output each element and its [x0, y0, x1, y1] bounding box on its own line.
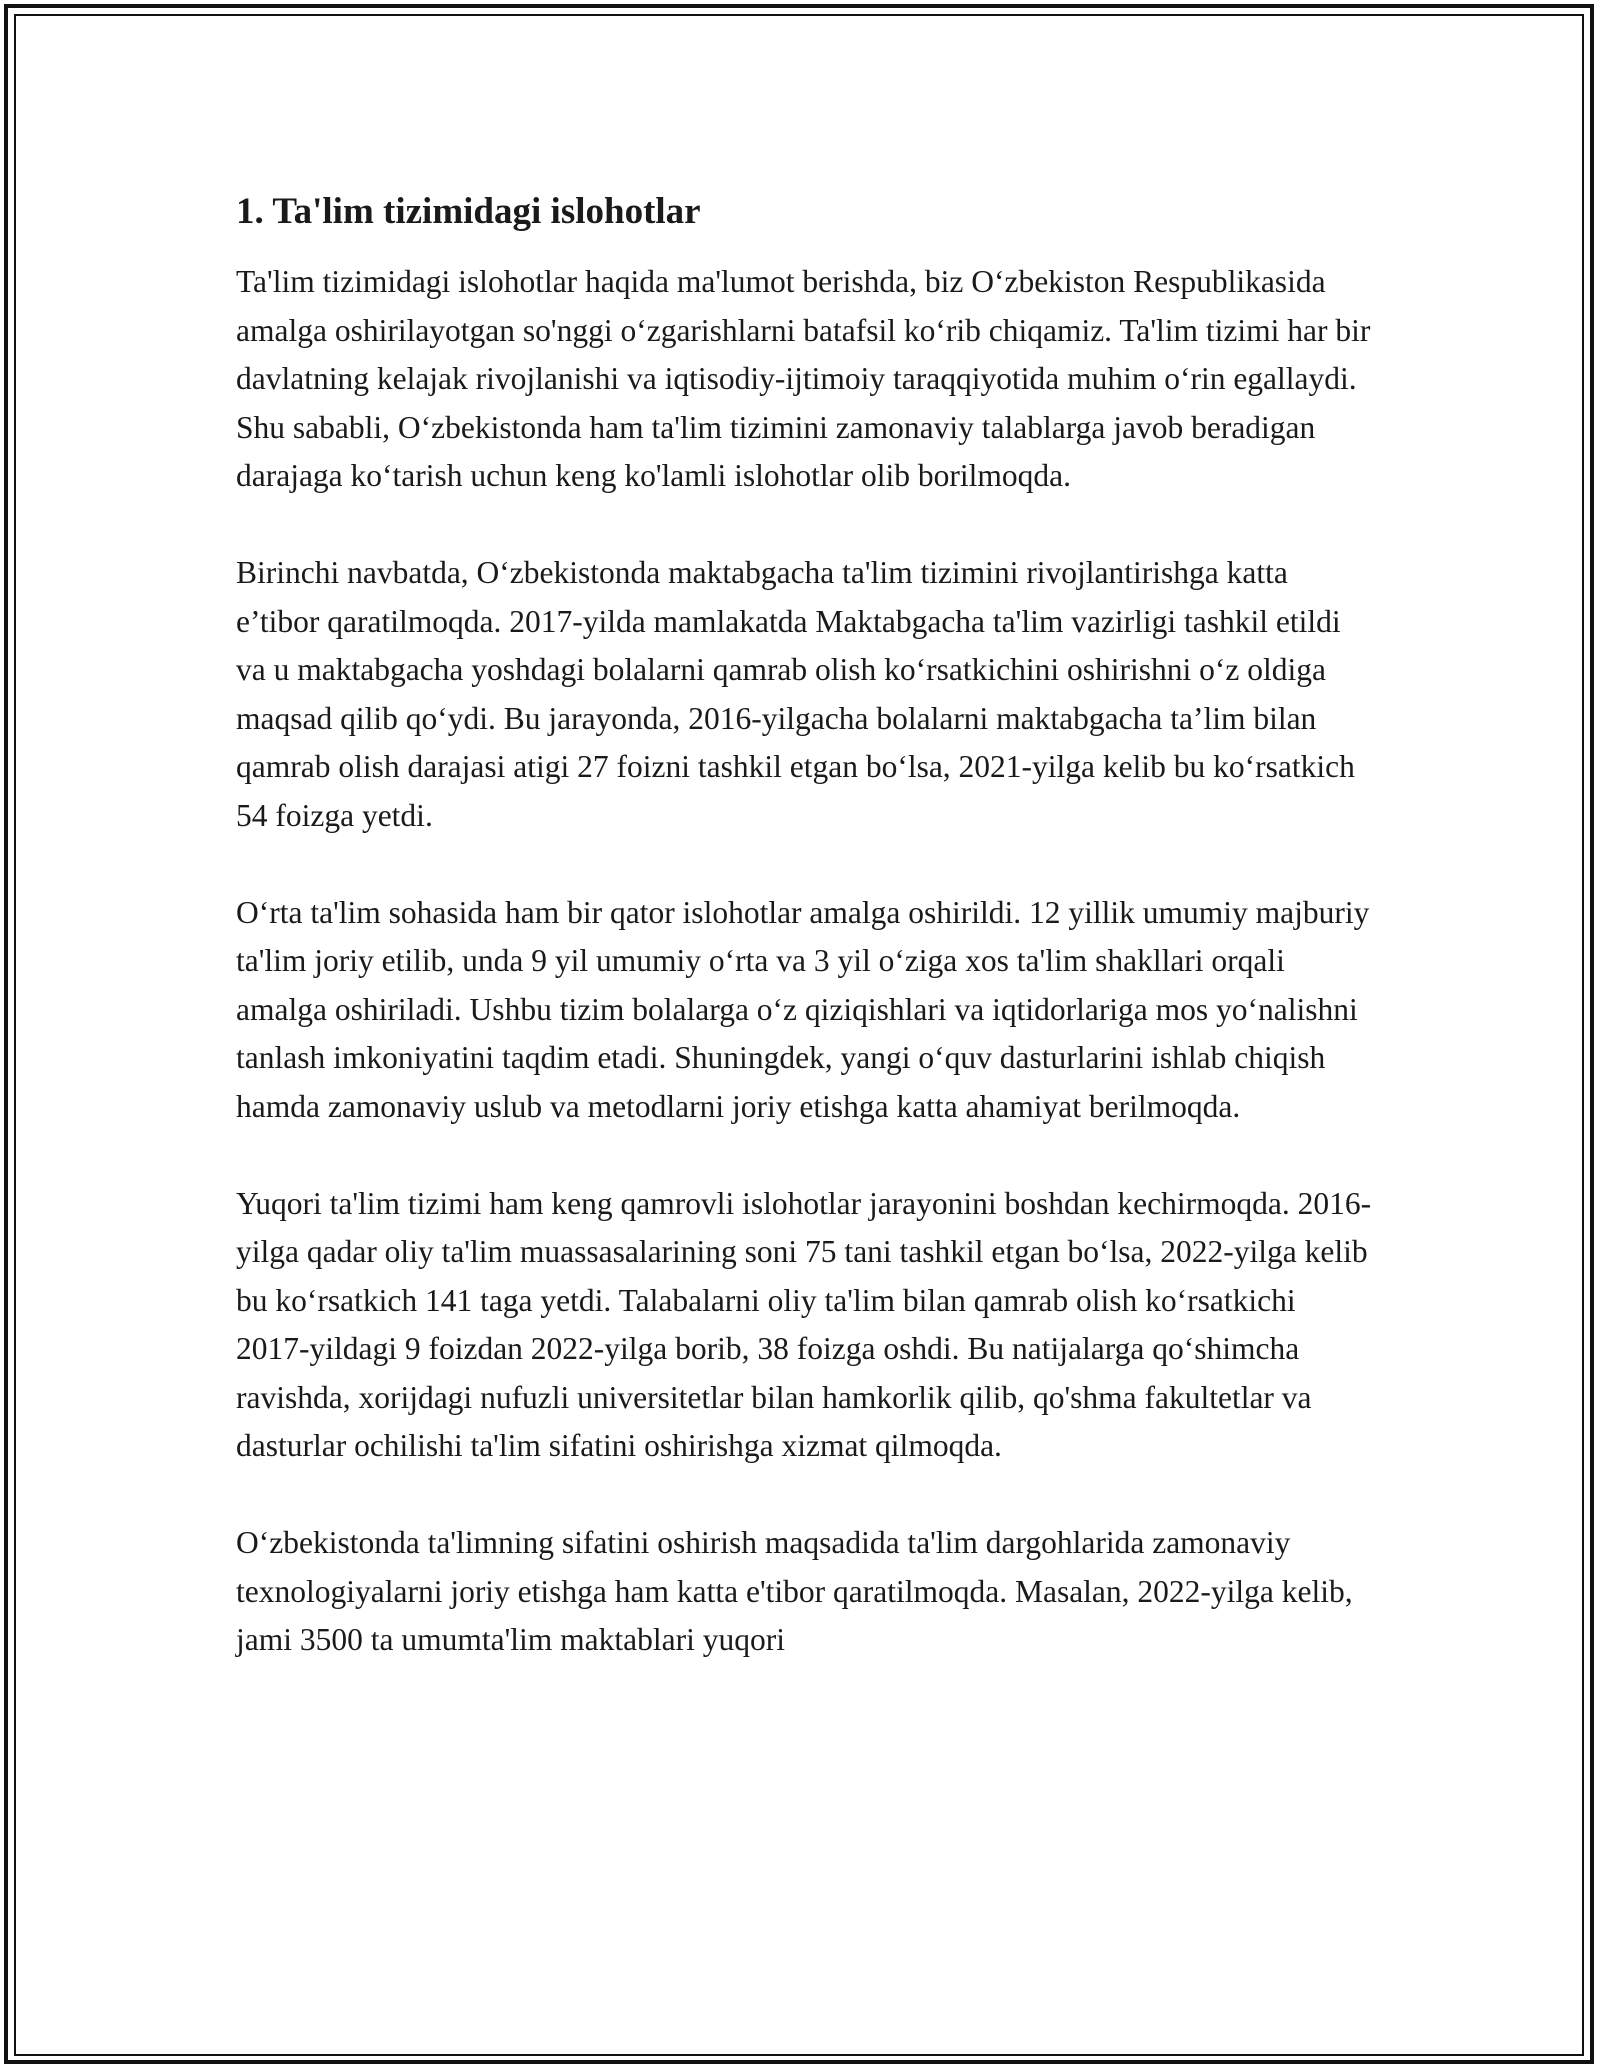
paragraph-higher-education: Yuqori ta'lim tizimi ham keng qamrovli islohotlar jarayonini boshdan kechirmoqda. 2016-yilga qadar oliy ta'lim muassasalarining soni 75 tani tashkil etgan bo‘lsa, 2022-yilga kelib bu ko‘rsatkich 141 taga yetdi. Talabalarni oliy ta'lim bilan qamrab olish ko‘rsatkichi 2017-yildagi 9 foizdan 2022-yilga borib, 38 foizga oshdi. Bu natijalarga qo‘shimcha ravishda, xorijdagi nufuzli universitetlar bilan hamkorlik qilib, qo'shma fakultetlar va dasturlar ochilishi ta'lim sifatini oshirishga xizmat qilmoqda. [236, 1185, 1372, 1463]
paragraph-intro: Ta'lim tizimidagi islohotlar haqida ma'lumot berishda, biz O‘zbekiston Respublikasida amalga oshirilayotgan so'nggi o‘zgarishlarni batafsil ko‘rib chiqamiz. Ta'lim tizimi har bir davlatning kelajak rivojlanishi va iqtisodiy-ijtimoiy taraqqiyotida muhim o‘rin egallaydi. Shu sababli, O‘zbekistonda ham ta'lim tizimini zamonaviy talablarga javob beradigan darajaga ko‘tarish uchun keng ko'lamli islohotlar olib borilmoqda. [236, 264, 1371, 493]
document-body [236, 188, 1376, 1713]
paragraph-secondary: O‘rta ta'lim sohasida ham bir qator islohotlar amalga oshirildi. 12 yillik umumiy majburiy ta'lim joriy etilib, unda 9 yil umumiy o‘rta va 3 yil o‘ziga xos ta'lim shakllari orqali amalga oshiriladi. Ushbu tizim bolalarga o‘z qiziqishlari va iqtidorlariga mos yo‘nalishni tanlash imkoniyatini taqdim etadi. Shuningdek, yangi o‘quv dasturlarini ishlab chiqish hamda zamonaviy uslub va metodlarni joriy etishga katta ahamiyat berilmoqda. [236, 894, 1370, 1124]
paragraph-technology: O‘zbekistonda ta'limning sifatini oshirish maqsadida ta'lim dargohlarida zamonaviy texnologiyalarni joriy etishga ham katta e'tibor qaratilmoqda. Masalan, 2022-yilga kelib, jami 3500 ta umumta'lim maktablari yuqori [236, 1525, 1353, 1657]
section-heading: 1. Ta'lim tizimidagi islohotlar [236, 191, 701, 232]
paragraph-preschool: Birinchi navbatda, O‘zbekistonda maktabgacha ta'lim tizimini rivojlantirishga katta e’tibor qaratilmoqda. 2017-yilda mamlakatda Maktabgacha ta'lim vazirligi tashkil etildi va u maktabgacha yoshdagi bolalarni qamrab olish ko‘rsatkichini oshirishni o‘z oldiga maqsad qilib qo‘ydi. Bu jarayonda, 2016-yilgacha bolalarni maktabgacha ta’lim bilan qamrab olish darajasi atigi 27 foizni tashkil etgan bo‘lsa, 2021-yilga kelib bu ko‘rsatkich 54 foizga yetdi. [236, 555, 1355, 833]
